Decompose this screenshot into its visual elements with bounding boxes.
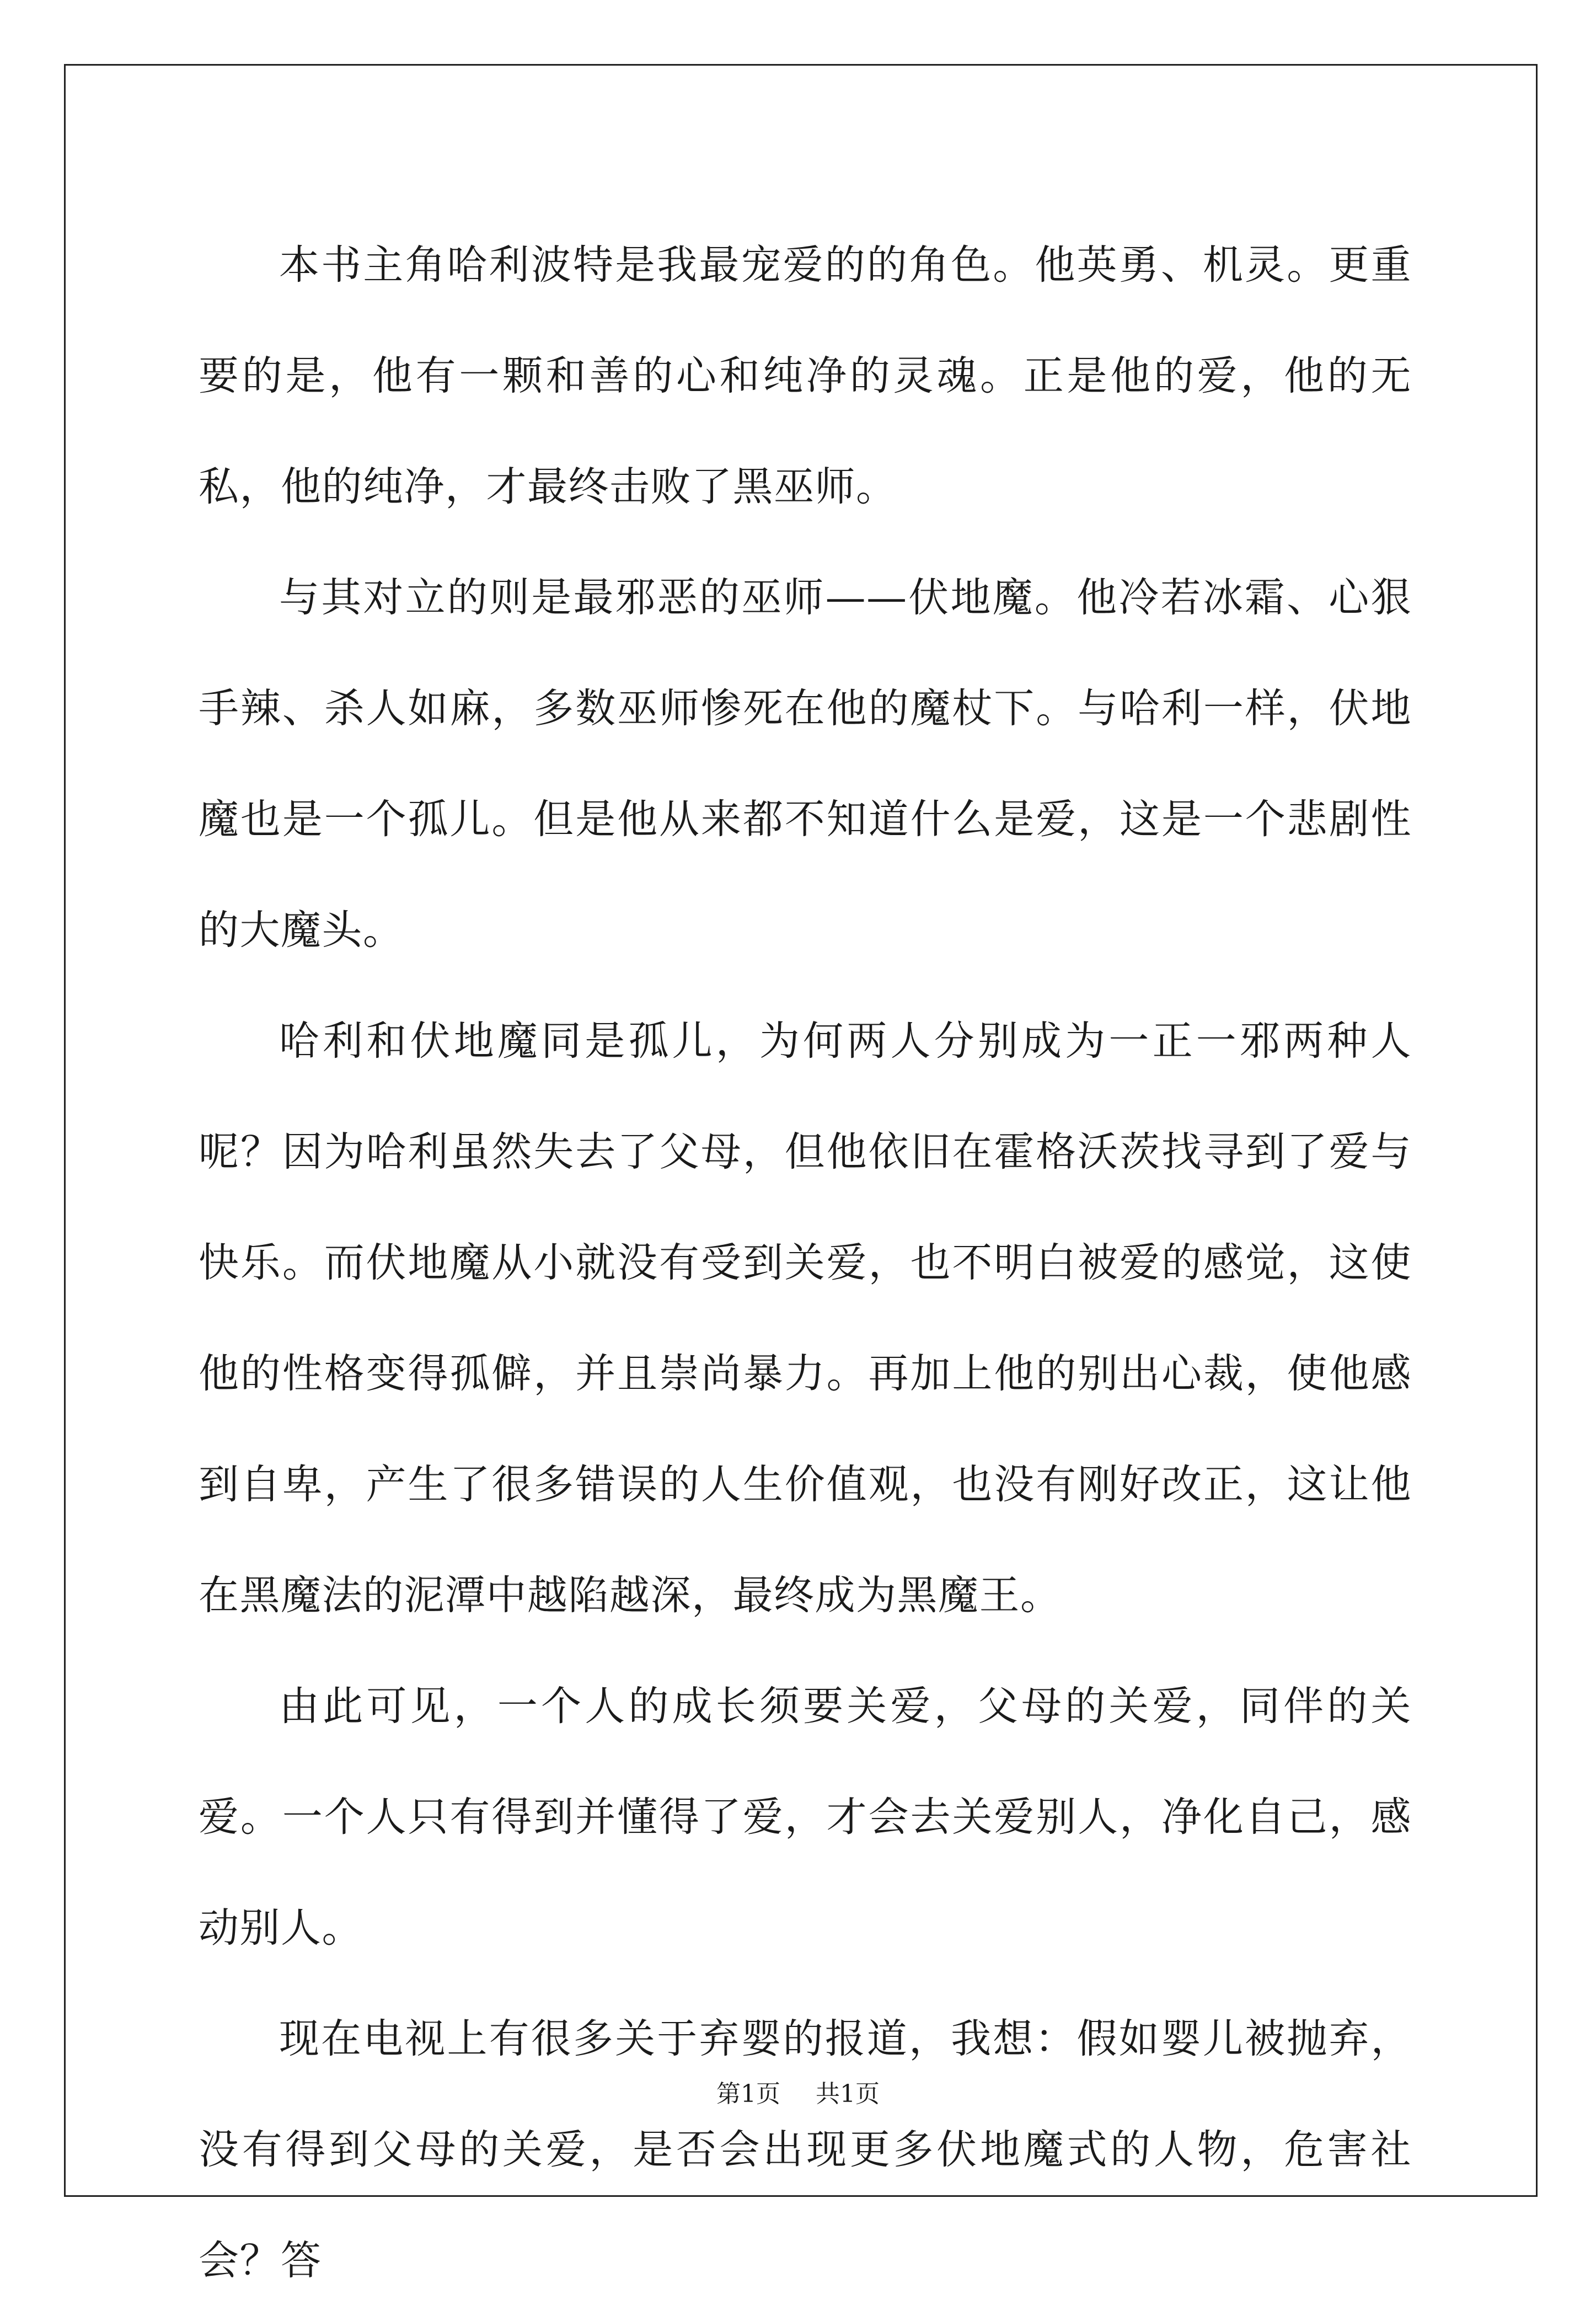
paragraph-2: 与其对立的则是最邪恶的巫师——伏地魔。他冷若冰霜、心狠手辣、杀人如麻，多数巫师惨死在他的魔杖下。与哈利一样，伏地魔也是一个孤儿。但是他从来都不知道什么是爱，这是一个悲剧性的大魔头。 (199, 574, 1412, 954)
paragraph-5: 现在电视上有很多关于弃婴的报道，我想：假如婴儿被抛弃，没有得到父母的关爱，是否会出现更多伏地魔式的人物，危害社会？答 (199, 2015, 1412, 2284)
page-number: 第1页 (716, 2080, 780, 2108)
document-body (199, 210, 1412, 2316)
page-total: 共1页 (816, 2080, 880, 2108)
paragraph-3: 哈利和伏地魔同是孤儿，为何两人分别成为一正一邪两种人呢？因为哈利虽然失去了父母，但他依旧在霍格沃茨找寻到了爱与快乐。而伏地魔从小就没有受到关爱，也不明白被爱的感觉，这使他的性格变得孤僻，并且崇尚暴力。再加上他的别出心裁，使他感到自卑，产生了很多错误的人生价值观，也没有刚好改正，这让他在黑魔法的泥潭中越陷越深，最终成为黑魔王。 (199, 1018, 1412, 1619)
paragraph-1: 本书主角哈利波特是我最宠爱的的角色。他英勇、机灵。更重要的是，他有一颗和善的心和纯净的灵魂。正是他的爱，他的无私，他的纯净，才最终击败了黑巫师。 (199, 242, 1412, 510)
page-footer (0, 2074, 1596, 2109)
paragraph-4: 由此可见，一个人的成长须要关爱，父母的关爱，同伴的关爱。一个人只有得到并懂得了爱，才会去关爱别人，净化自己，感动别人。 (199, 1683, 1412, 1951)
